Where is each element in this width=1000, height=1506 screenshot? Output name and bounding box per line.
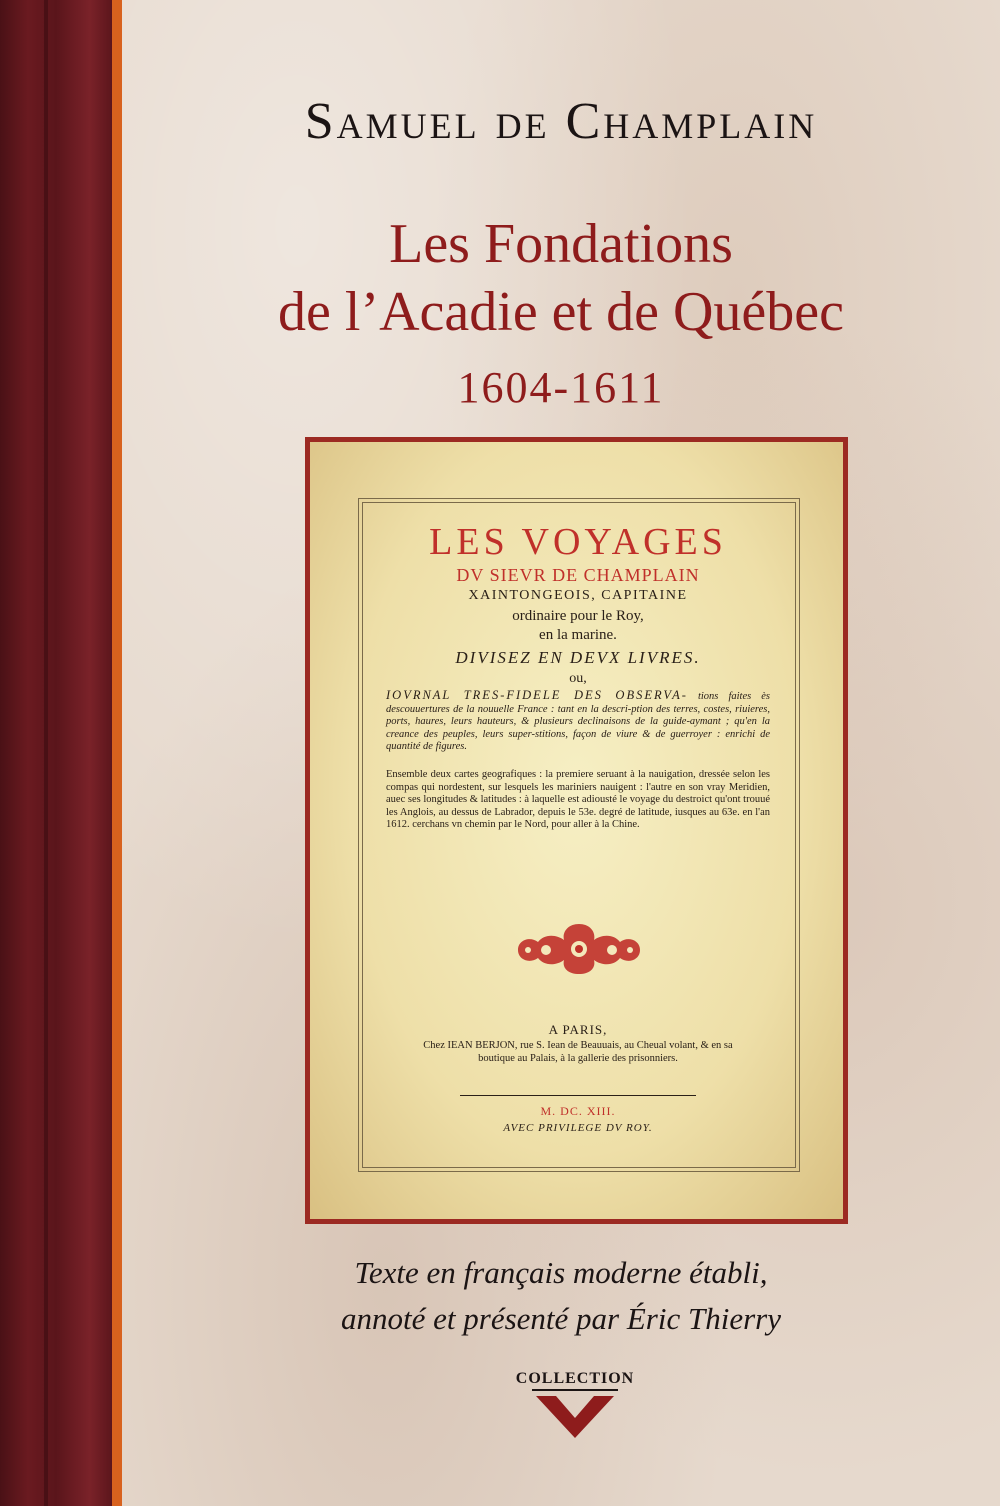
- title-page-divisez: DIVISEZ EN DEVX LIVRES.: [455, 648, 701, 667]
- title-page-journal: [386, 689, 770, 754]
- title-page-image: [305, 437, 848, 1224]
- title-page-line1: XAINTONGEOIS, CAPITAINE: [468, 588, 688, 603]
- title-page-rule: [460, 1095, 696, 1096]
- author-name: Samuel de Champlain: [304, 93, 818, 150]
- book-title-line1: Les Fondations: [389, 213, 733, 275]
- spine-stripe: [112, 0, 122, 1506]
- title-page-ensemble: Ensemble deux cartes geografiques : la premiere seruant à la nauigation, dressée selon les compas qui nordestent, sur lesquels les mariniers nauigent : l'autre en son vray Meridien, auec ses longitudes & latitudes : à laquelle est adiousté le voyage du destroict qu'ont trouué les Anglois, au dessus de Labrador, depuis le 53e. degré de latitude, iusques au 63e. en l'an 1612. cerchans vn chemin par le Nord, pour aller à la Chine.: [386, 769, 770, 830]
- title-page-journal-text: tions faites ès descouuertures de la nouuelle France : tant en la descri-ption des terres, costes, riuieres, ports, haures, leurs hauteurs, & plusieurs declinaisons de la guide-aymant ; qu'en la creance des peuples, leurs super-stitions, façon de viure & de guerroyer : enrichi de quantité de figures.: [386, 691, 770, 752]
- book-years: 1604-1611: [457, 363, 665, 412]
- editor-credit: [122, 1250, 1000, 1342]
- title-page-privilege: AVEC PRIVILEGE DV ROY.: [503, 1122, 653, 1134]
- title-page-line2: ordinaire pour le Roy,: [512, 608, 644, 624]
- title-page-paris: A PARIS,: [548, 1022, 608, 1037]
- title-page-ou: ou,: [569, 671, 587, 686]
- floral-ornament-icon: [508, 916, 650, 978]
- spine-groove: [44, 0, 48, 1506]
- book-title: [122, 210, 1000, 346]
- title-page-year: M. DC. XIII.: [540, 1104, 616, 1118]
- title-page-line3: en la marine.: [539, 627, 617, 643]
- title-page-heading: LES VOYAGES: [429, 521, 727, 563]
- title-page-paper: [310, 442, 843, 1219]
- title-page-publisher: Chez IEAN BERJON, rue S. Iean de Beauuais, au Cheual volant, & en sa boutique au Palais, à la gallerie des prisonniers.: [423, 1040, 733, 1064]
- editor-credit-line1: Texte en français moderne établi,: [354, 1255, 768, 1290]
- book-title-line2: de l’Acadie et de Québec: [278, 281, 844, 343]
- title-page-journal-lead: IOVRNAL TRES-FIDELE DES OBSERVA-: [386, 688, 688, 702]
- v-chevron-icon: [532, 1386, 618, 1440]
- title-page-subtitle: DV SIEVR DE CHAMPLAIN: [456, 565, 700, 585]
- collection-label: COLLECTION: [515, 1370, 635, 1387]
- book-spine: [0, 0, 112, 1506]
- editor-credit-line2: annoté et présenté par Éric Thierry: [341, 1301, 781, 1336]
